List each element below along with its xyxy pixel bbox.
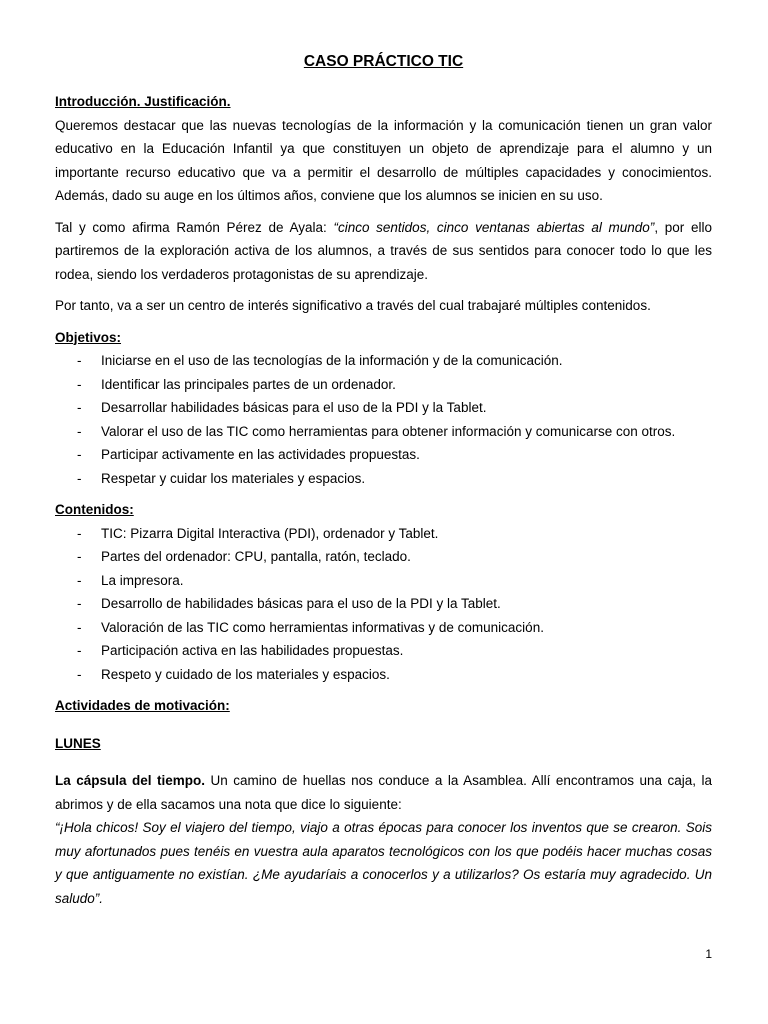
contenidos-list — [55, 522, 712, 687]
objetivos-list — [55, 349, 712, 490]
list-dash: - — [77, 572, 82, 588]
list-item-text: Respetar y cuidar los materiales y espacios. — [101, 470, 366, 486]
list-item — [55, 569, 712, 593]
page-number: 1 — [705, 947, 712, 961]
list-item — [55, 467, 712, 491]
objetivos-heading: Objetivos: — [55, 329, 122, 345]
list-item-text: Desarrollar habilidades básicas para el uso de la PDI y la Tablet. — [101, 400, 487, 415]
document-title: CASO PRÁCTICO TIC — [303, 53, 464, 70]
list-item — [55, 522, 712, 546]
list-item-text: TIC: Pizarra Digital Interactiva (PDI), ordenador y Tablet. — [101, 525, 439, 541]
list-dash: - — [77, 400, 82, 415]
capsula-lead: La cápsula del tiempo. — [55, 773, 206, 788]
list-dash: - — [77, 376, 82, 392]
intro-paragraph-2-end: , por ello partiremos de la exploración activa de los alumnos, a través de sus sentidos para conocer todo lo que les rodea, siendo los verdaderos protagonistas de su aprendizaje. — [55, 219, 712, 282]
list-dash: - — [77, 666, 82, 682]
contenidos-heading: Contenidos: — [55, 502, 134, 517]
list-dash: - — [77, 619, 82, 635]
capsula-paragraph — [55, 769, 712, 816]
intro-heading: Introducción. Justificación. — [55, 94, 231, 109]
list-item-text: Participación activa en las habilidades propuestas. — [101, 643, 404, 658]
list-item-text: Desarrollo de habilidades básicas para el uso de la PDI y la Tablet. — [101, 596, 501, 611]
list-item — [55, 545, 712, 569]
list-dash: - — [77, 470, 82, 486]
ayala-quote: “cinco sentidos, cinco ventanas abiertas al mundo” — [333, 219, 655, 235]
intro-paragraph-2 — [55, 216, 712, 287]
list-item — [55, 349, 712, 373]
list-item-text: La impresora. — [101, 572, 184, 588]
intro-paragraph-1: Queremos destacar que las nuevas tecnologías de la información y la comunicación tienen un gran valor educativo en la Educación Infantil ya que constituyen un objeto de aprendizaje para el alumno y un importante recurso educativo que va a permitir el desarrollo de múltiples capacidades y conocimientos. Además, dado su auge en los últimos años, conviene que los alumnos se inicien en su uso. — [55, 117, 712, 203]
list-item — [55, 396, 712, 420]
list-item-text: Identificar las principales partes de un ordenador. — [101, 376, 396, 392]
traveler-note-quote: “¡Hola chicos! Soy el viajero del tiempo, viajo a otras épocas para conocer los inventos que se crearon. Sois muy afortunados pues tenéis en vuestra aula aparatos tecnológicos con los que podéis hacer muchas cosas y que antiguamente no existían. ¿Me ayudaríais a conocerlos y a utilizarlos? Os estaría muy agradecido. Un saludo”. — [55, 820, 712, 906]
list-dash: - — [77, 423, 82, 439]
day-heading-lunes: LUNES — [55, 735, 101, 751]
list-item — [55, 616, 712, 640]
list-dash: - — [77, 447, 82, 462]
list-item-text: Valoración de las TIC como herramientas informativas y de comunicación. — [101, 619, 544, 635]
list-item — [55, 443, 712, 467]
list-item — [55, 663, 712, 687]
list-item — [55, 420, 712, 444]
list-dash: - — [77, 549, 82, 564]
list-item — [55, 639, 712, 663]
list-dash: - — [77, 525, 82, 541]
intro-paragraph-3: Por tanto, va a ser un centro de interés significativo a través del cual trabajaré múltiples contenidos. — [55, 298, 651, 313]
actividades-heading: Actividades de motivación: — [55, 698, 230, 713]
list-item — [55, 592, 712, 616]
list-item-text: Partes del ordenador: CPU, pantalla, ratón, teclado. — [101, 549, 411, 564]
list-item-text: Respeto y cuidado de los materiales y espacios. — [101, 666, 390, 682]
list-item — [55, 373, 712, 397]
list-dash: - — [77, 643, 82, 658]
list-item-text: Participar activamente en las actividades propuestas. — [101, 447, 420, 462]
list-dash: - — [77, 353, 82, 368]
intro-paragraph-2-start: Tal y como afirma Ramón Pérez de Ayala: — [55, 219, 334, 235]
page-content — [55, 52, 712, 910]
capsula-text: Un camino de huellas nos conduce a la Asamblea. Allí encontramos una caja, la abrimos y de ella sacamos una nota que dice lo siguiente: — [55, 773, 712, 812]
list-item-text: Iniciarse en el uso de las tecnologías de la información y de la comunicación. — [101, 353, 563, 368]
list-item-text: Valorar el uso de las TIC como herramientas para obtener información y comunicarse con otros. — [101, 423, 676, 439]
list-dash: - — [77, 596, 82, 611]
